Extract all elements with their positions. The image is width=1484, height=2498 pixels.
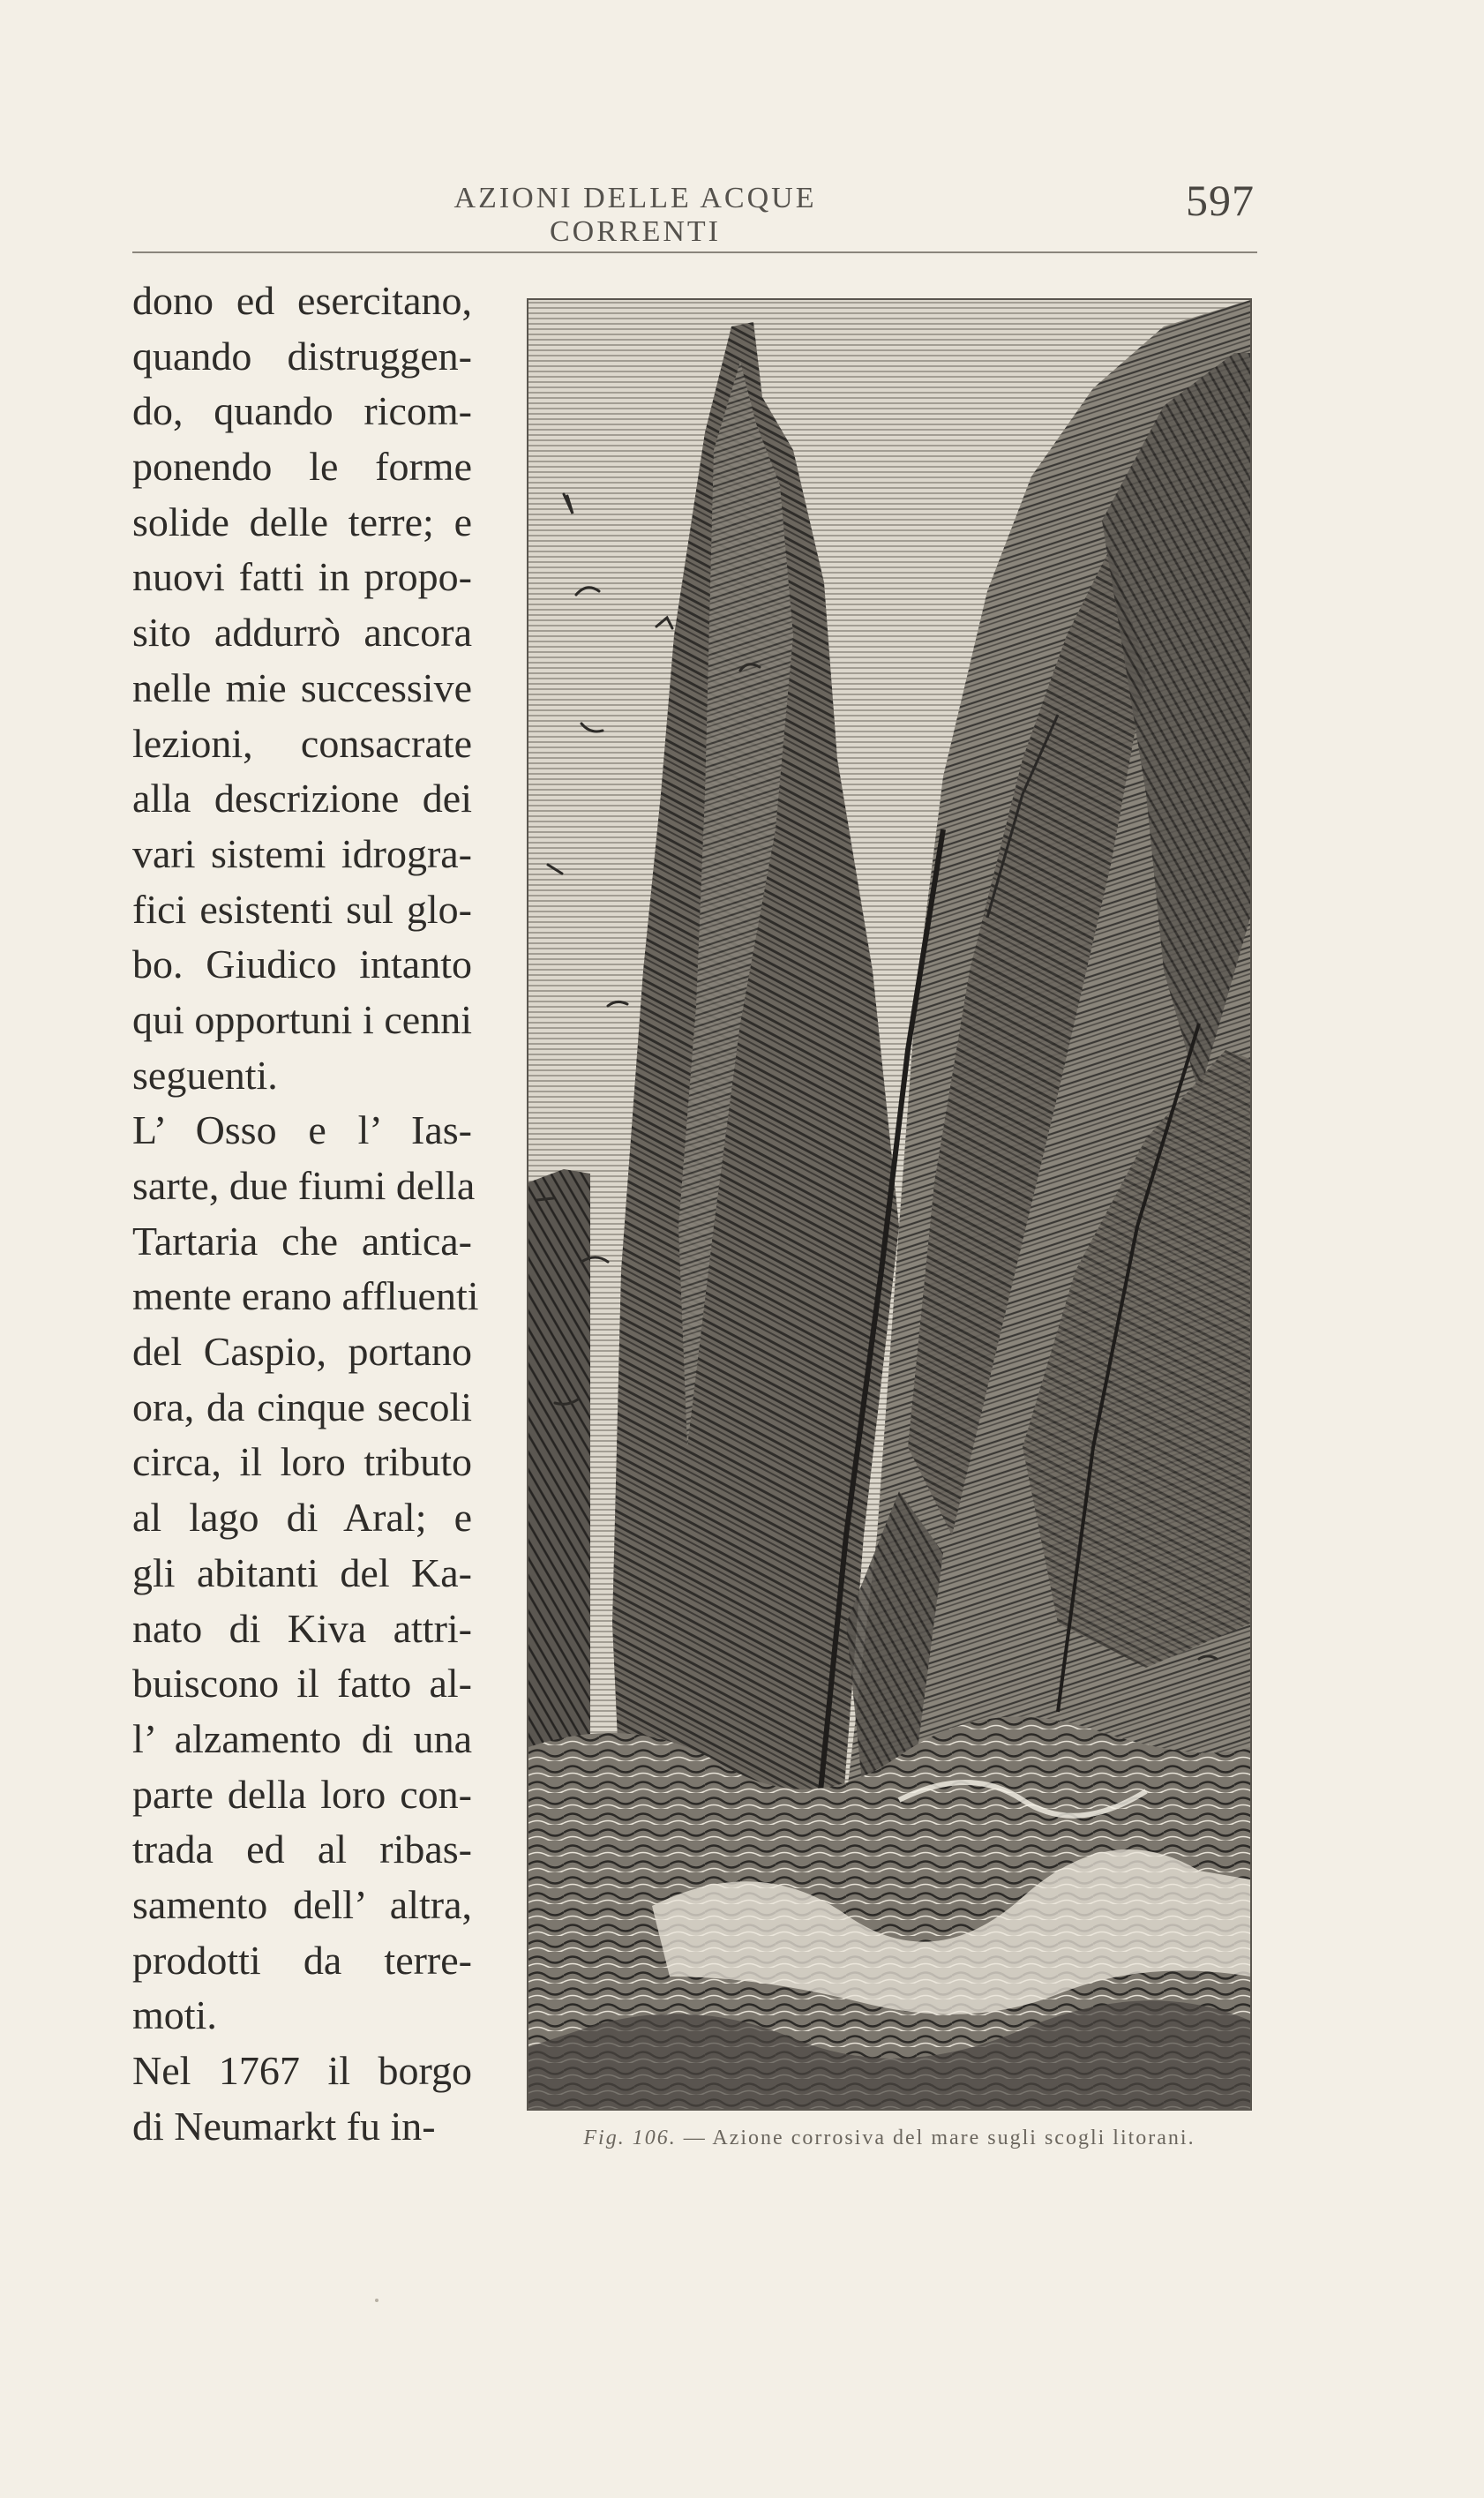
figure-caption xyxy=(527,2127,1252,2150)
text-line: lezioni, consacrate xyxy=(132,720,472,766)
text-line: l’ alzamento di una xyxy=(132,1715,472,1761)
page-number: 597 xyxy=(1186,176,1255,225)
text-line: Tartaria che antica- xyxy=(132,1218,472,1264)
text-line: ora, da cinque secoli xyxy=(132,1384,472,1429)
text-line: qui opportuni i cenni xyxy=(132,996,472,1042)
text-line: del Caspio, portano xyxy=(132,1329,472,1375)
header-rule xyxy=(132,251,1257,253)
text-line: dono ed esercitano, xyxy=(132,278,472,323)
text-line: alla descrizione dei xyxy=(132,776,472,821)
figure-label: Fig. 106. xyxy=(583,2127,677,2149)
text-line: sarte, due fiumi della xyxy=(132,1163,476,1208)
text-line: nelle mie successive xyxy=(132,664,472,710)
text-line: Nel 1767 il borgo xyxy=(132,2048,472,2093)
text-line: parte della loro con- xyxy=(132,1771,472,1817)
text-line: prodotti da terre- xyxy=(132,1937,472,1983)
running-title: AZIONI DELLE ACQUE CORRENTI xyxy=(453,182,817,248)
text-line: nuovi fatti in propo- xyxy=(132,554,472,600)
text-line: gli abitanti del Ka- xyxy=(132,1549,472,1595)
text-line: fici esistenti sul glo- xyxy=(132,886,472,932)
text-line: vari sistemi idrogra- xyxy=(132,830,472,876)
text-line: bo. Giudico intanto xyxy=(132,941,472,987)
text-line: al lago di Aral; e xyxy=(132,1495,472,1541)
page-header xyxy=(132,175,1255,248)
text-line: nato di Kiva attri- xyxy=(132,1605,472,1651)
text-line: do, quando ricom- xyxy=(132,388,472,434)
text-line: trada ed al ribas- xyxy=(132,1827,472,1872)
text-line: sito addurrò ancora xyxy=(132,610,472,656)
engraving-figure xyxy=(527,298,1252,2111)
body-text-column xyxy=(132,274,479,2154)
text-line: seguenti. xyxy=(132,1052,278,1098)
sea-cliff-engraving xyxy=(528,300,1250,2109)
paper-speck xyxy=(375,2299,378,2302)
text-line: quando distruggen- xyxy=(132,333,472,379)
text-line: L’ Osso e l’ Ias- xyxy=(132,1107,472,1153)
text-line: circa, il loro tributo xyxy=(132,1439,472,1485)
text-line: solide delle terre; e xyxy=(132,499,472,544)
text-line: mente erano affluenti xyxy=(132,1273,479,1319)
figure-caption-text: — Azione corrosiva del mare sugli scogli litorani. xyxy=(683,2127,1195,2149)
text-line: moti. xyxy=(132,1992,217,2038)
text-line: ponendo le forme xyxy=(132,444,472,490)
text-line: samento dell’ altra, xyxy=(132,1881,472,1927)
text-line: buiscono il fatto al- xyxy=(132,1661,472,1707)
text-line: di Neumarkt fu in- xyxy=(132,2103,436,2149)
